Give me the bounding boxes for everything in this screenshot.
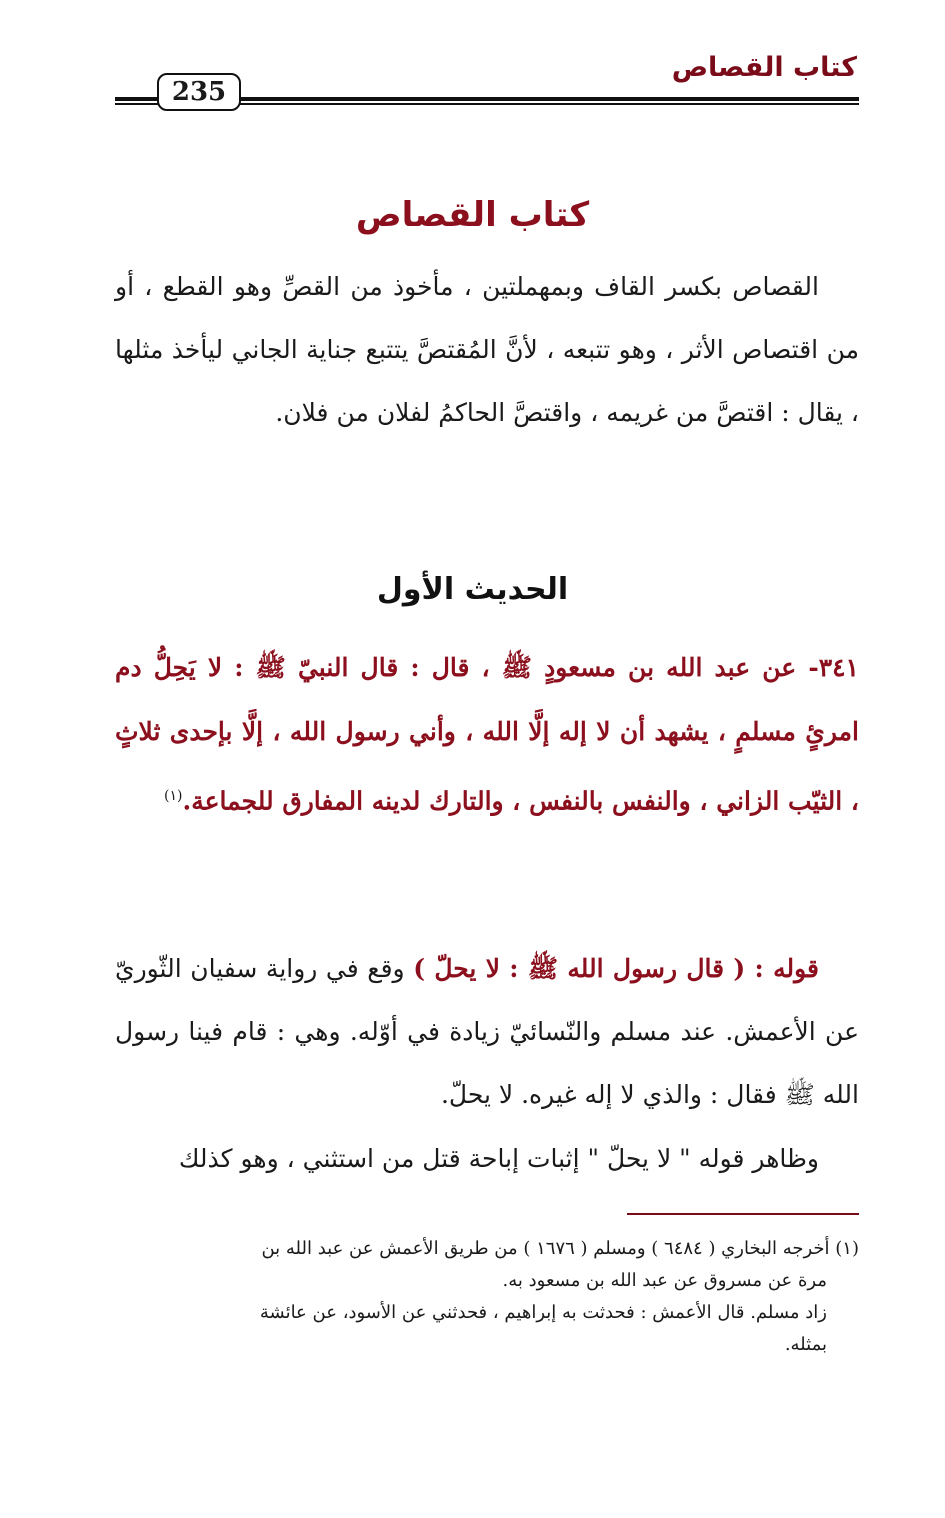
- footnotes: [115, 1233, 859, 1361]
- footnote-rule: [627, 1213, 859, 1215]
- commentary-paragraph-2: وظاهر قوله " لا يحلّ " إثبات إباحة قتل من استثني ، وهو كذلك: [178, 1144, 819, 1173]
- running-title: كتاب القصاص: [671, 52, 857, 83]
- hadith-body: ٣٤١- عن عبد الله بن مسعودٍ ﷺ ، قال : قال النبيّ ﷺ : لا يَحِلُّ دم امرئٍ مسلمٍ ، يشهد أن لا إله إلَّا الله ، وأني رسول الله ، إلَّا بإحدى ثلاثٍ ، الثيّب الزاني ، والنفس بالنفس ، والتارك لدينه المفارق للجماعة.: [115, 653, 859, 816]
- page-number: 235: [157, 73, 241, 111]
- hadith-text: [115, 636, 859, 833]
- chapter-intro: القصاص بكسر القاف وبمهملتين ، مأخوذ من القصِّ وهو القطع ، أو من اقتصاص الأثر ، وهو تتبعه ، لأنَّ المُقتصَّ يتتبع جناية الجاني ليأخذ مثلها ، يقال : اقتصَّ من غريمه ، واقتصَّ الحاكمُ لفلان من فلان.: [115, 272, 859, 427]
- footnote-line: بمثله.: [784, 1334, 827, 1355]
- chapter-title: كتاب القصاص: [355, 195, 590, 235]
- hadith-title: الحديث الأول: [376, 572, 569, 607]
- commentary-body: وقع في رواية سفيان الثّوريّ عن الأعمش. عند مسلم والنّسائيّ زيادة في أوّله. وهي : قام فينا رسول الله ﷺ فقال : والذي لا إله غيره. لا يحلّ.: [115, 954, 859, 1109]
- footnote-ref[interactable]: (١): [164, 788, 183, 804]
- footnote-line: مرة عن مسروق عن عبد الله بن مسعود به.: [502, 1270, 827, 1291]
- footnote-line: زاد مسلم. قال الأعمش : فحدثت به إبراهيم ، فحدثني عن الأسود، عن عائشة: [259, 1302, 827, 1323]
- commentary-lead: قوله : ( قال رسول الله ﷺ : لا يحلّ ): [413, 954, 819, 983]
- commentary-paragraph-1: [115, 937, 859, 1126]
- footnote-line: (١) أخرجه البخاري ( ٦٤٨٤ ) ومسلم ( ١٦٧٦ ) من طريق الأعمش عن عبد الله بن: [261, 1238, 859, 1259]
